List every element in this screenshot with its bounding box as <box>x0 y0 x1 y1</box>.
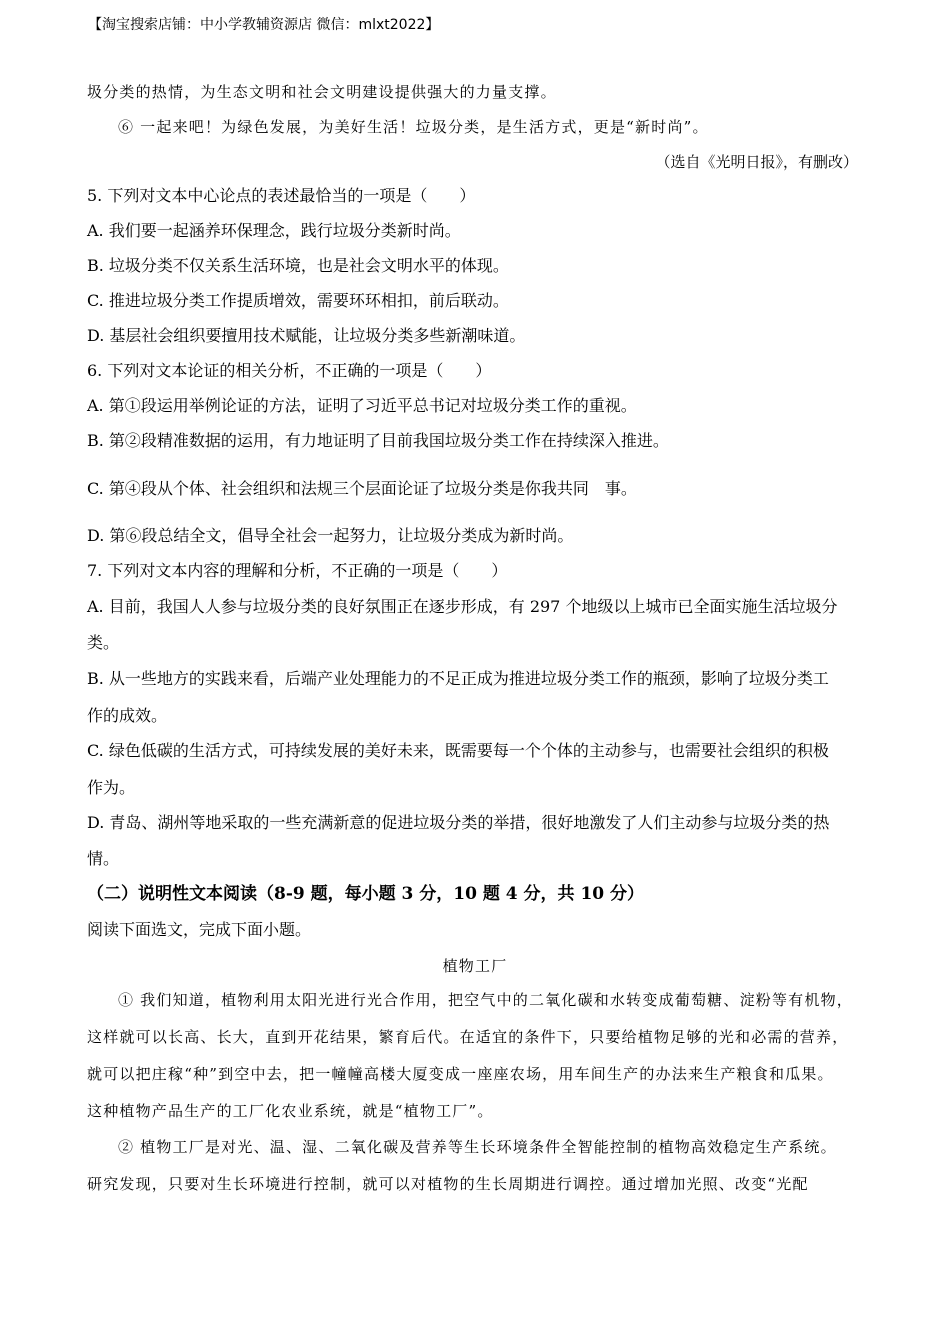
question-6-stem: 6. 下列对文本论证的相关分析，不正确的一项是（ ） <box>87 361 492 380</box>
question-5-option-a: A. 我们要一起涵养环保理念，践行垃圾分类新时尚。 <box>87 221 461 240</box>
passage-source: （选自《光明日报》，有删改） <box>655 153 858 171</box>
question-7-stem: 7. 下列对文本内容的理解和分析，不正确的一项是（ ） <box>87 561 508 580</box>
store-header: 【淘宝搜索店铺：中小学教辅资源店 微信：mlxt2022】 <box>88 17 440 33</box>
article-paragraph-2-line1: ② 植物工厂是对光、温、湿、二氧化碳及营养等生长环境条件全智能控制的植物高效稳定生产系统。 <box>118 1138 837 1156</box>
article-paragraph-1-line4: 这种植物产品生产的工厂化农业系统，就是“植物工厂”。 <box>87 1102 494 1120</box>
question-7-option-b-line2: 作的成效。 <box>87 706 168 725</box>
question-7-option-d-line1: D. 青岛、湖州等地采取的一些充满新意的促进垃圾分类的举措，很好地激发了人们主动参与垃圾分类的热 <box>87 813 830 832</box>
question-7-option-c-line1: C. 绿色低碳的生活方式，可持续发展的美好未来，既需要每一个个体的主动参与，也需要社会组织的积极 <box>87 741 829 760</box>
question-5-option-d: D. 基层社会组织要擅用技术赋能，让垃圾分类多些新潮味道。 <box>87 326 526 345</box>
question-7-option-d-line2: 情。 <box>87 849 120 868</box>
question-6-option-a: A. 第①段运用举例论证的方法，证明了习近平总书记对垃圾分类工作的重视。 <box>87 396 637 415</box>
question-5-stem: 5. 下列对文本中心论点的表述最恰当的一项是（ ） <box>87 186 476 205</box>
article-paragraph-1-line3: 就可以把庄稼“种”到空中去，把一幢幢高楼大厦变成一座座农场，用车间生产的办法来生产粮食和瓜果。 <box>87 1065 834 1083</box>
article-title: 植物工厂 <box>442 957 508 975</box>
article-paragraph-2-line2: 研究发现，只要对生长环境进行控制，就可以对植物的生长周期进行调控。通过增加光照、改变“光配 <box>87 1175 809 1193</box>
reading-instruction: 阅读下面选文，完成下面小题。 <box>87 920 312 939</box>
article-paragraph-1-line2: 这样就可以长高、长大，直到开花结果，繁育后代。在适宜的条件下，只要给植物足够的光和必需的营养， <box>87 1028 849 1046</box>
question-7-option-a-line1: A. 目前，我国人人参与垃圾分类的良好氛围正在逐步形成，有 297 个地级以上城市已全面实施生活垃圾分 <box>87 597 838 616</box>
question-5-option-c: C. 推进垃圾分类工作提质增效，需要环环相扣，前后联动。 <box>87 291 509 310</box>
passage-paragraph-6: ⑥ 一起来吧！为绿色发展，为美好生活！垃圾分类，是生活方式，更是“新时尚”。 <box>118 118 709 136</box>
question-7-option-b-line1: B. 从一些地方的实践来看，后端产业处理能力的不足正成为推进垃圾分类工作的瓶颈，影响了垃圾分类工 <box>87 669 829 688</box>
question-6-option-b: B. 第②段精准数据的运用，有力地证明了目前我国垃圾分类工作在持续深入推进。 <box>87 431 669 450</box>
question-7-option-a-line2: 类。 <box>87 633 120 652</box>
question-6-option-c: C. 第④段从个体、社会组织和法规三个层面论证了垃圾分类是你我共同 事。 <box>87 479 637 498</box>
question-6-option-d: D. 第⑥段总结全文，倡导全社会一起努力，让垃圾分类成为新时尚。 <box>87 526 574 545</box>
passage-tail-line: 圾分类的热情，为生态文明和社会文明建设提供强大的力量支撑。 <box>87 83 557 101</box>
article-paragraph-1-line1: ① 我们知道，植物利用太阳光进行光合作用，把空气中的二氧化碳和水转变成葡萄糖、淀粉等有机物， <box>118 991 853 1009</box>
section-2-heading: （二）说明性文本阅读（8-9 题，每小题 3 分，10 题 4 分，共 10 分） <box>87 884 645 904</box>
question-5-option-b: B. 垃圾分类不仅关系生活环境，也是社会文明水平的体现。 <box>87 256 509 275</box>
question-7-option-c-line2: 作为。 <box>87 778 136 797</box>
